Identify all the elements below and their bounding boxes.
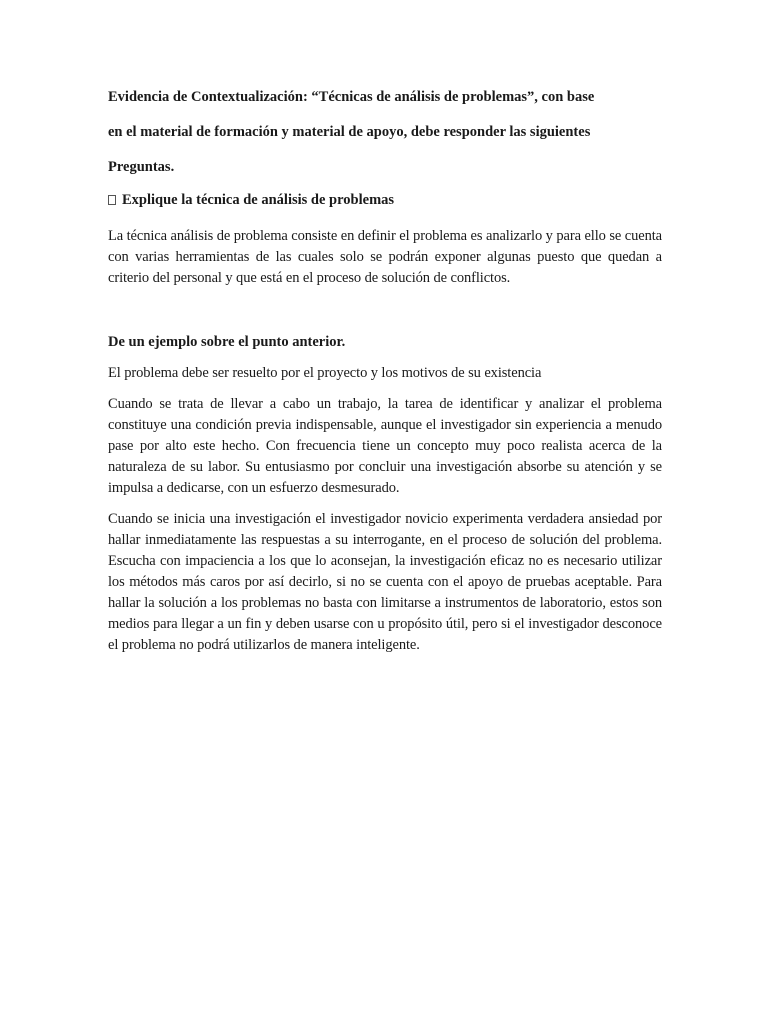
example-heading: De un ejemplo sobre el punto anterior. (108, 334, 346, 350)
heading-line-1: Evidencia de Contextualización: “Técnicas de análisis de problemas”, con base (108, 89, 595, 105)
heading-line-2: en el material de formación y material de apoyo, debe responder las siguientes (108, 124, 591, 140)
paragraph-1: La técnica análisis de problema consiste en definir el problema es analizarlo y para ello se cuenta con varias herramientas de las cuales solo se podrán exponer algunas puesto que quedan a criterio del personal y que está en el proceso de solución de conflictos. (108, 228, 662, 286)
paragraph-4: Cuando se inicia una investigación el investigador novicio experimenta verdadera ansiedad por hallar inmediatamente las respuestas a su interrogante, en el proceso de solución del problema. Escucha con impaciencia a los que lo aconsejan, la investigación eficaz no es necesario utilizar los métodos más caros por así decirlo, si no se cuenta con el apoyo de pruebas aceptable. Para hallar la solución a los problemas no basta con limitarse a instrumentos de laboratorio, estos son medios para llegar a un fin y deben usarse con u propósito útil, pero si el investigador desconoce el problema no podrá utilizarlos de manera inteligente. (108, 511, 662, 653)
paragraph-2: El problema debe ser resuelto por el proyecto y los motivos de su existencia (108, 365, 542, 381)
heading-line-3: Preguntas. (108, 159, 175, 175)
bullet-question (108, 191, 662, 209)
document-content (108, 88, 662, 666)
bullet-question-text: Explique la técnica de análisis de problemas (122, 192, 395, 208)
paragraph-3: Cuando se trata de llevar a cabo un trabajo, la tarea de identificar y analizar el problema constituye una condición previa indispensable, aunque el investigador sin experiencia a menudo pase por alto este hecho. Con frecuencia tiene un concepto muy poco realista acerca de la naturaleza de su labor. Su entusiasmo por concluir una investigación absorbe su atención y se impulsa a dedicarse, con un esfuerzo desmesurado. (108, 396, 662, 496)
bullet-box-icon (108, 195, 116, 205)
